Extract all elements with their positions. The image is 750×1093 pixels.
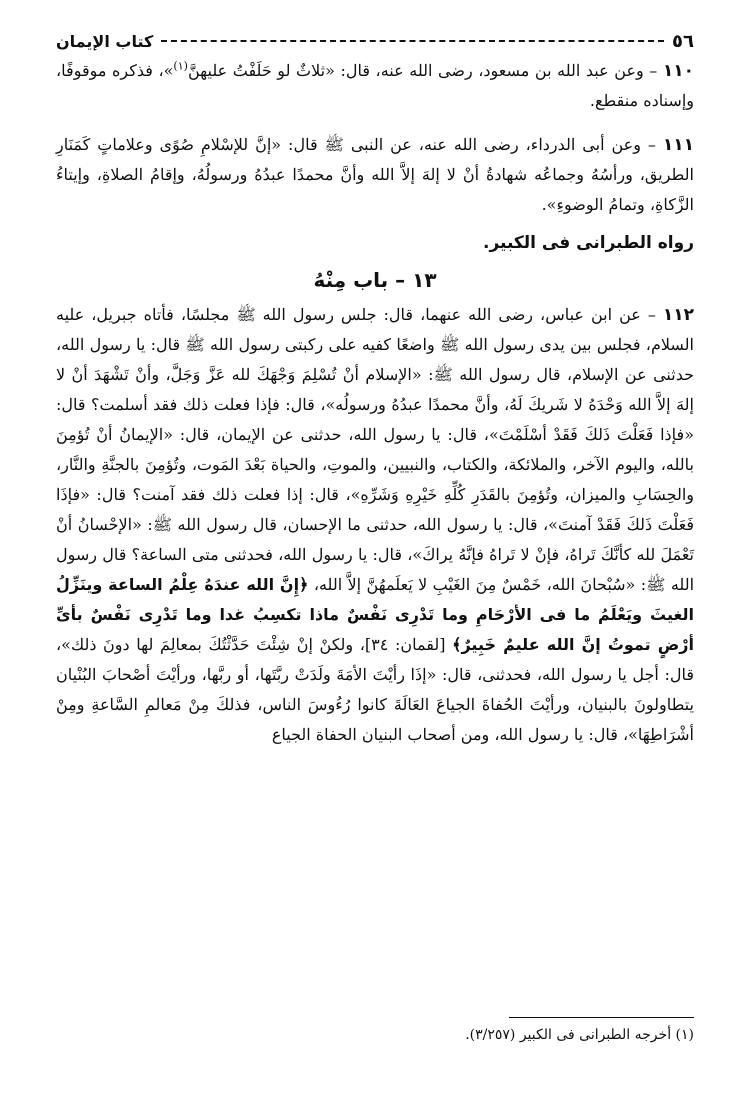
chapter-heading: ١٣ – باب مِنْهُ [313,268,437,292]
page-header [56,26,694,56]
hadith-112-number: ١١٢ [662,305,694,325]
hadith-110-text-end: »، فذكره موقوفًا، وإسناده منقطع. [56,61,694,110]
footnote: (١) أخرجه الطبرانى فى الكبير (٣/٢٥٧). [465,1027,694,1043]
hadith-111-source: رواه الطبرانى فى الكبير. [482,233,694,253]
quran-verse: ﴿إِنَّ الله عندَهُ عِلْمُ الساعة وينَزِّلُ الغيثَ ويَعْلَمُ ما فى الأرْحَامِ وما تَدْرِى نَفْسٌ ماذا تكسِبُ غدا وما تَدْرِى نَفْسٌ بأىِّ أرْضٍ تموتُ إنَّ الله عليمٌ خَبِيرٌ﴾ [56,575,694,654]
hadith-111-text: – وعن أبى الدرداء، رضى الله عنه، عن النبى ﷺ قال: «إنَّ للإسْلامِ صُوًى وعلاماتٍ كَمَنَارِ الطريق، ورأسُهُ وجماعُه شهادةُ أنْ لا إلهَ إلاَّ الله وأنَّ محمدًا عبدُهُ ورسولُهُ، وإقامُ الصلاةِ، وإيتاءُ الزَّكاةِ، وتمامُ الوضوءِ». [56,135,694,214]
footnote-rule [509,1017,694,1018]
book-title: كتاب الإيمان [56,31,154,51]
spacer [56,116,694,130]
hadith-112 [56,300,694,750]
hadith-111-number: ١١١ [662,135,695,155]
hadith-111 [56,130,694,220]
page-number: ٥٦ [672,30,694,52]
hadith-110-text: – وعن عبد الله بن مسعود، رضى الله عنه، قال: «ثلاثٌ لو حَلَفْتُ عليهنَّ [187,61,658,80]
hadith-110 [56,56,694,116]
hadith-112-text-a: – عن ابن عباس، رضى الله عنهما، قال: جلس رسول الله ﷺ مجلسًا، فأتاه جبريل، عليه السلام، فجلس بين يدى رسول الله ﷺ واضعًا كفيه على ركبتى رسول الله ﷺ قال: يا رسول الله، حدثنى عن الإسلام، قال رسول الله ﷺ: «الإسلام أنْ تُسْلِمَ وَجْهَكَ لله عَزَّ وَجَلَّ، وأنْ تَشْهَدَ أنْ لا إلهَ إلاَّ الله وَحْدَهُ لا شَريكَ لَهُ، وأنَّ محمدًا عبدُهُ ورسولُه»، قال: فإذا فعلت ذلك فقد أسلمت؟ قال: «فإذا فَعَلْتَ ذَلكَ فَقَدْ أسْلَمْتَ»، قال: يا رسول الله، حدثنى عن الإيمان، قال: «الإيمانُ أنْ تُؤمِنَ بالله، واليوم الآخر، والملائكة، والكتاب، والنبيين، والموتِ، والحياة بَعْدَ المَوت، وتُؤمِنَ بالجنَّةِ والنَّار، والحِسَابِ والميزان، وتُؤمِنَ بالقَدَرِ كُلِّهِ خَيْرِهِ وَشَرِّهِ»، قال: إذا فعلت ذلك فقد آمنت؟ قال: «فإذَا فَعَلْتَ ذَلكَ فَقَدْ آمنتَ»، قال: يا رسول الله، حدثنى ما الإحسان، قال رسول الله ﷺ: «الإحْسانُ أنْ تَعْمَلَ لله كأنَّكَ تَراهُ، فإنْ لا تَراهُ فإنَّهُ يراكَ»، قال: يا رسول الله، فحدثنى متى الساعة؟ قال رسول الله ﷺ: «سُبْحانَ الله، خَمْسٌ مِنَ الغَيْبِ لا يَعلَمهُنَّ إلاَّ الله، [56,305,695,594]
footnote-ref[interactable]: (١) [173,59,188,73]
hadith-112-text-b: [لقمان: ٣٤]، ولكنْ إنْ شِئْتَ حَدَّثْتُكَ بمعالِمَ لها دونَ ذلك»، قال: أجل يا رسول الله، فحدثنى، قال: «إذَا رأيْتَ الأمَةَ ولَدَتْ ربَّتَها، أو ربَّها، ورأيْتَ أصْحابَ البُنْيان يتطاولونَ بالبنيان، ورأيْتَ الحُفاةَ الجياعَ العَالَةَ كانوا رُءُوسَ الناس، فذلكَ مِنْ مَعالمِ السَّاعةِ ومِنْ أشْرَاطِهَا»، قال: يا رسول الله، ومن أصحاب البنيان الحفاة الجياع [56,635,694,744]
page-body [56,26,694,750]
header-dashed-rule [161,40,664,42]
hadith-110-number: ١١٠ [662,61,695,81]
